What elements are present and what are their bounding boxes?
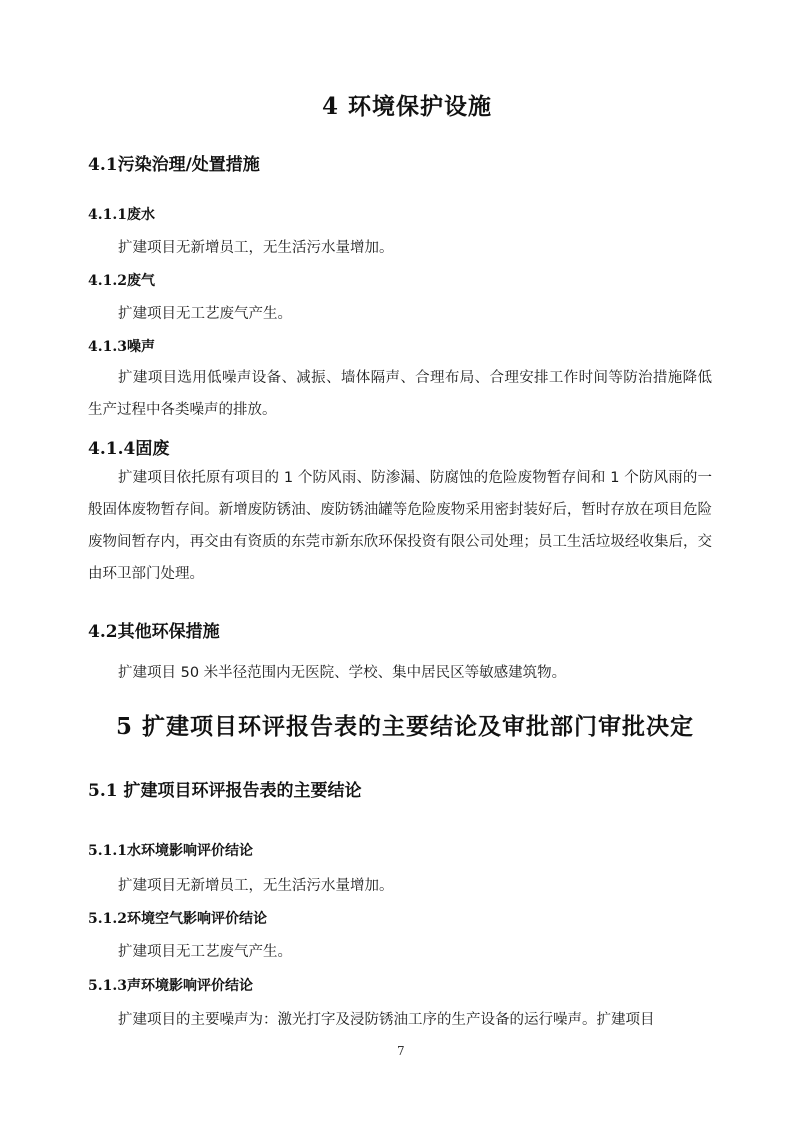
section-4-1-4-heading: 4.1.4固废: [88, 439, 170, 459]
section-5-1-3-heading: 5.1.3声环境影响评价结论: [88, 978, 253, 994]
section-4-1-3-text: 扩建项目选用低噪声设备、减振、墙体隔声、合理布局、合理安排工作时间等防治措施降低生产过程中各类噪声的排放。: [88, 370, 712, 418]
section-5-1-1-heading: 5.1.1水环境影响评价结论: [88, 843, 253, 859]
section-5-1-1-text: 扩建项目无新增员工，无生活污水量增加。: [118, 878, 394, 894]
section-4-1-2-heading: 4.1.2废气: [88, 273, 155, 289]
section-4-2-text: 扩建项目 50 米半径范围内无医院、学校、集中居民区等敏感建筑物。: [118, 665, 567, 681]
section-4-1-heading: 4.1污染治理/处置措施: [88, 155, 260, 175]
section-4-1-1-heading: 4.1.1废水: [88, 207, 155, 223]
section-5-1-2-text: 扩建项目无工艺废气产生。: [118, 944, 292, 960]
section-5-1-heading: 5.1 扩建项目环评报告表的主要结论: [88, 781, 362, 801]
section-4-2-heading: 4.2其他环保措施: [88, 622, 220, 642]
page-number: 7: [397, 1044, 405, 1058]
section-4-1-2-text: 扩建项目无工艺废气产生。: [118, 306, 292, 322]
section-5-title: 5 扩建项目环评报告表的主要结论及审批部门审批决定: [116, 713, 695, 740]
section-4-1-3-heading: 4.1.3噪声: [88, 339, 155, 355]
section-5-1-3-text: 扩建项目的主要噪声为：激光打字及浸防锈油工序的生产设备的运行噪声。扩建项目: [118, 1012, 655, 1028]
section-5-1-2-heading: 5.1.2环境空气影响评价结论: [88, 911, 267, 927]
section-4-1-4-text: 扩建项目依托原有项目的 1 个防风雨、防渗漏、防腐蚀的危险废物暂存间和 1 个防风雨的一般固体废物暂存间。新增废防锈油、废防锈油罐等危险废物采用密封装好后，暂时存放在项目危险废物间暂存内，再交由有资质的东莞市新东欣环保投资有限公司处理；员工生活垃圾经收集后，交由环卫部门处理。: [88, 470, 712, 582]
section-4-title: 4 环境保护设施: [322, 93, 493, 120]
section-4-1-1-text: 扩建项目无新增员工，无生活污水量增加。: [118, 240, 394, 256]
